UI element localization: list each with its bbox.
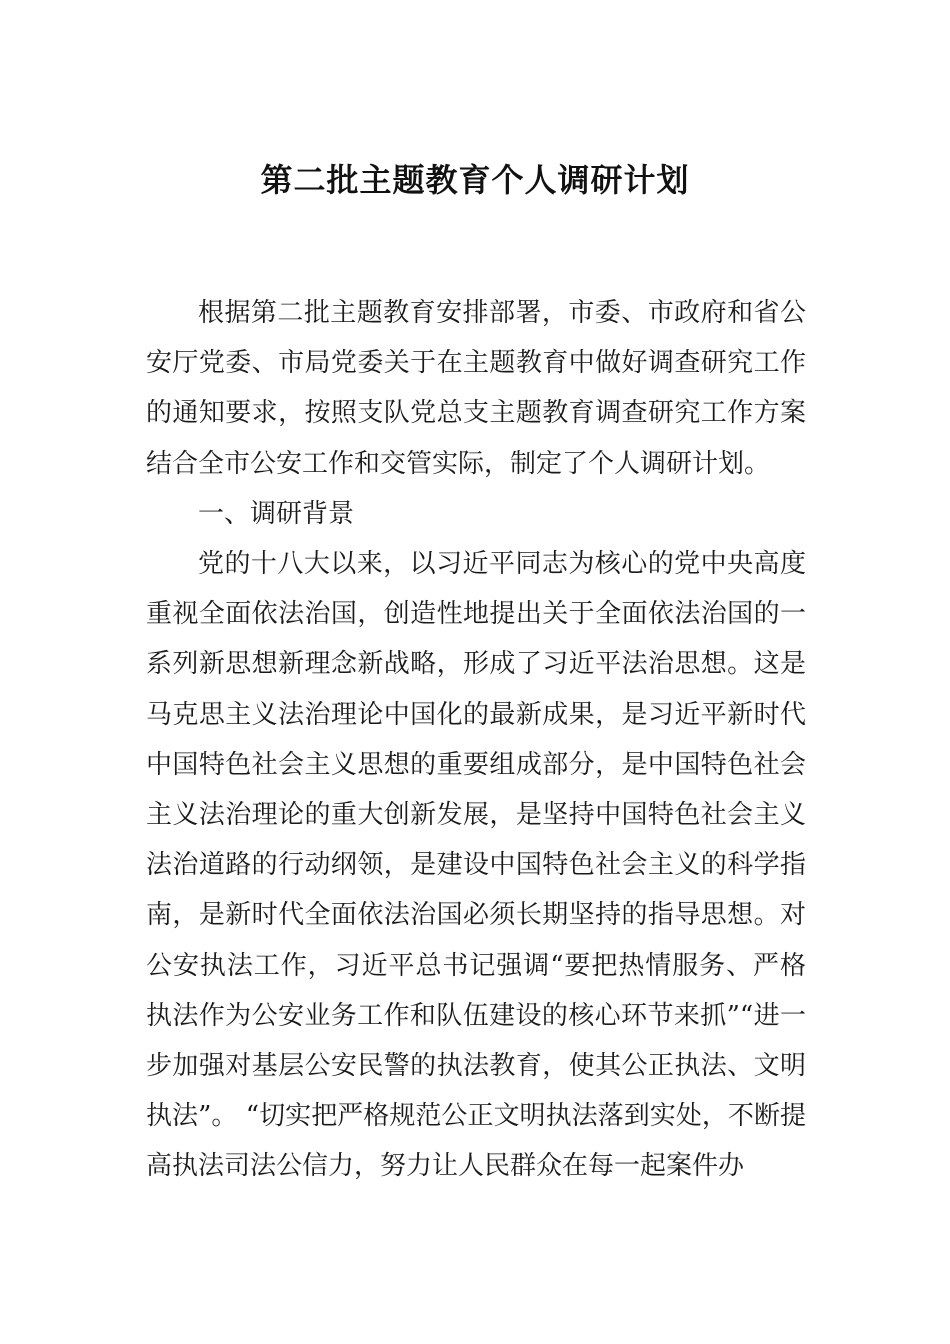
intro-paragraph: 根据第二批主题教育安排部署，市委、市政府和省公安厅党委、市局党委关于在主题教育中做好调查研究工作的通知要求，按照支队党总支主题教育调查研究工作方案结合全市公安工作和交管实际，制定了个人调研计划。 [146,298,806,479]
section-heading-background: 一、调研背景 [198,498,355,529]
page-title: 第二批主题教育个人调研计划 [260,161,690,199]
background-paragraph: 党的十八大以来，以习近平同志为核心的党中央高度重视全面依法治国，创造性地提出关于全面依法治国的一系列新思想新理念新战略，形成了习近平法治思想。这是马克思主义法治理论中国化的最新成果，是习近平新时代中国特色社会主义思想的重要组成部分，是中国特色社会主义法治理论的重大创新发展，是坚持中国特色社会主义法治道路的行动纲领，是建设中国特色社会主义的科学指南，是新时代全面依法治国必须长期坚持的指导思想。对公安执法工作，习近平总书记强调“要把热情服务、严格执法作为公安业务工作和队伍建设的核心环节来抓”“进一步加强对基层公安民警的执法教育，使其公正执法、文明执法”。 “切实把严格规范公正文明执法落到实处，不断提高执法司法公信力，努力让人民群众在每一起案件办 [146,549,806,1182]
document-body [146,288,806,1192]
